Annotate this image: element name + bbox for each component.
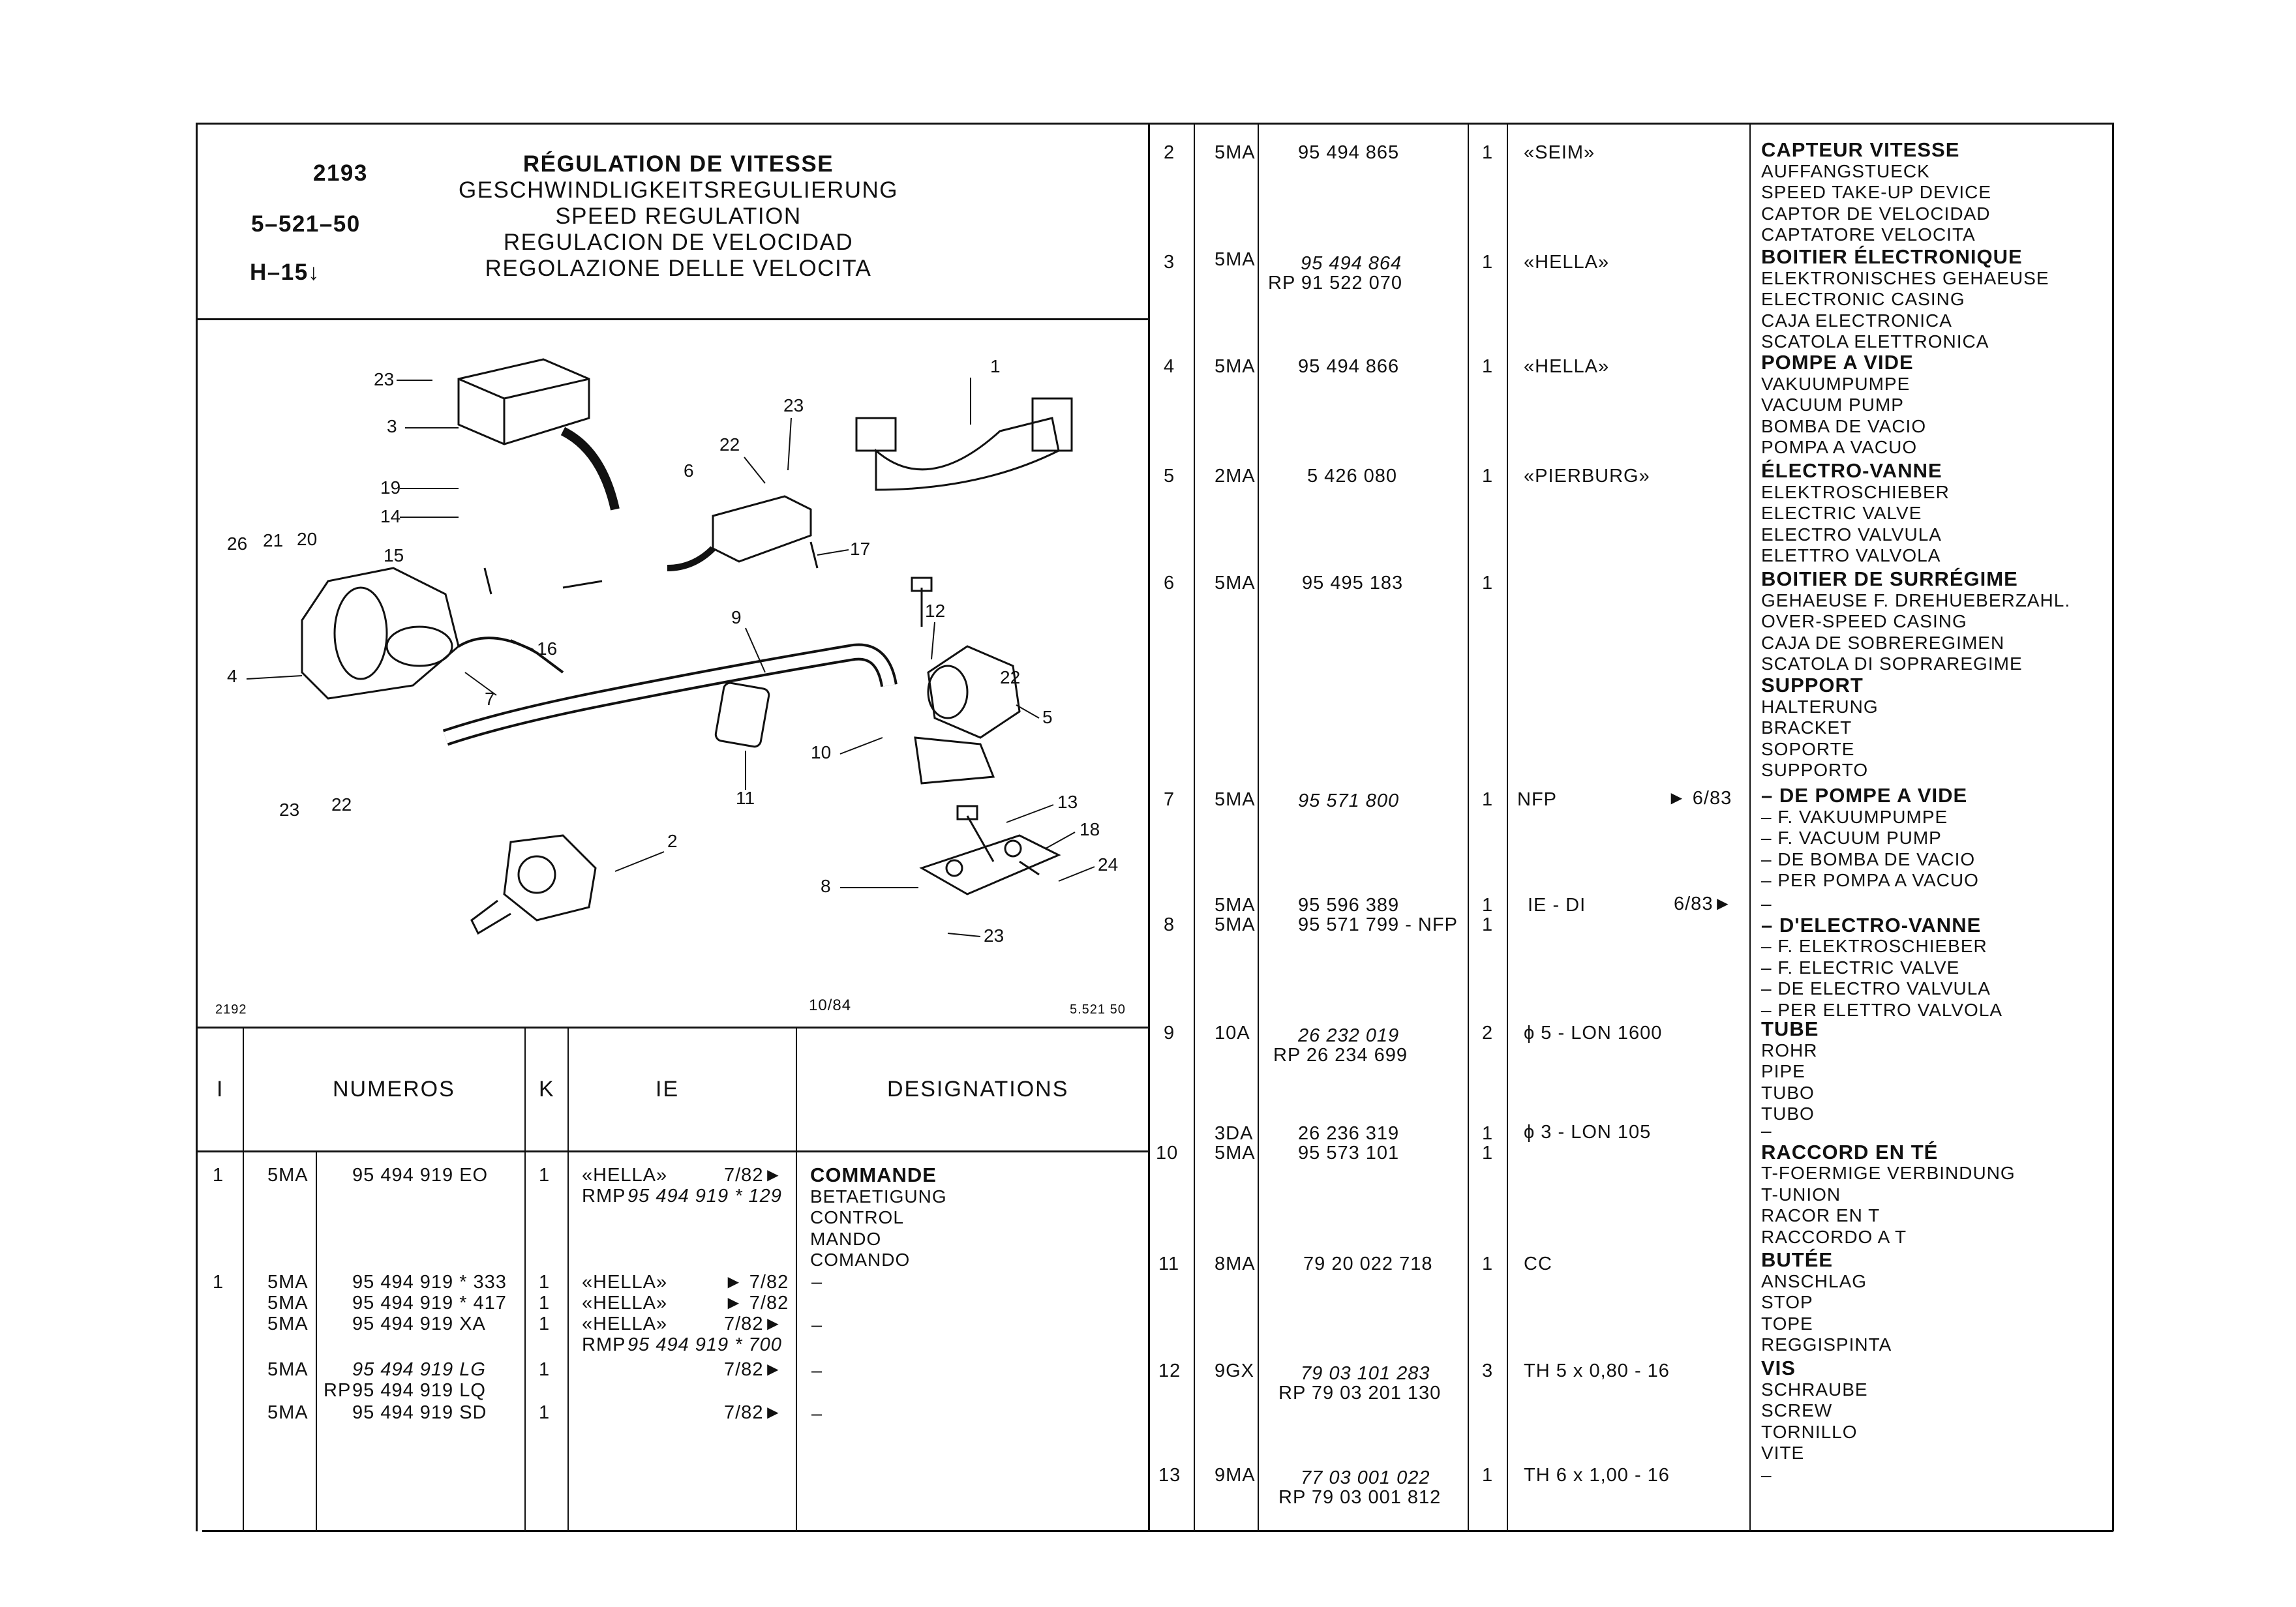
callout-8: 8 [821,876,831,896]
callout-19: 19 [380,477,401,498]
tube [446,652,889,738]
callout-23a: 23 [279,800,300,820]
callout-17: 17 [850,539,871,559]
col-header-designations: DESIGNATIONS [887,1077,1069,1102]
electric-valve [928,646,1020,738]
callout-5: 5 [1042,707,1053,727]
col-header-index: I [217,1077,224,1102]
callout-25: 23 [374,369,395,389]
callout-14: 14 [380,506,401,526]
title-fr: RÉGULATION DE VITESSE [522,151,834,177]
row-6-designation: BOITIER DE SURRÉGIME GEHAEUSE F. DREHUEBERZAHL. OVER-SPEED CASING CAJA DE SOBREREGIMEN SCATOLA DI SOPRAREGIME SUPPORT HALTERUNG BRACKET SOPORTE SUPPORTO [1761,567,2071,781]
callout-3: 3 [387,416,397,436]
doc-ref: 2193 [313,160,368,186]
left-panel-right-border [1148,123,1150,1531]
row-9-designation: TUBE ROHR PIPE TUBO TUBO [1761,1017,1819,1124]
row-8-designation: – – D'ELECTRO-VANNE – F. ELEKTROSCHIEBER – F. ELECTRIC VALVE – DE ELECTRO VALVULA – PER ELETTRO VALVOLA [1761,894,2003,1020]
row-7-designation: – DE POMPE A VIDE – F. VAKUUMPUMPE – F. VACUUM PUMP – DE BOMBA DE VACIO – PER POMPA A VACUO [1761,784,1979,891]
col-header-k: K [539,1077,555,1102]
rcol-line-3 [1468,123,1469,1531]
callout-24: 24 [1098,854,1119,875]
grommet [715,682,770,748]
col-line-3 [567,1029,569,1531]
down-arrow-icon: ↓ [308,260,320,285]
callout-13: 13 [1057,792,1078,812]
rcol-line-4 [1507,123,1508,1531]
callout-23c: 23 [984,925,1004,946]
row-4-designation: POMPE A VIDE VAKUUMPUMPE VACUUM PUMP BOMBA DE VACIO POMPA A VACUO [1761,351,1927,458]
designation-commande: COMMANDE BETAETIGUNG CONTROL MANDO COMANDO [810,1164,947,1270]
col-header-ie: IE [656,1077,680,1102]
diagram-right-ref: 5.521 50 [1070,1002,1126,1017]
diagram-bottom-divider [196,1027,1149,1029]
callout-15: 15 [384,545,404,565]
rcol-line-2 [1258,123,1259,1531]
table-header-divider [196,1150,1149,1152]
callout-7: 7 [485,689,495,709]
rcol-line-1 [1194,123,1195,1531]
col-header-numeros: NUMEROS [333,1077,455,1102]
col-line-4 [796,1029,797,1531]
title-block [457,151,900,282]
connector-plug [856,418,896,451]
title-en: SPEED REGULATION [555,203,802,229]
vacuum-pump [302,568,459,698]
row-2-designation: CAPTEUR VITESSE AUFFANGSTUECK SPEED TAKE-UP DEVICE CAPTOR DE VELOCIDAD CAPTATORE VELOCITA [1761,138,1991,245]
callout-22c: 22 [1000,667,1021,687]
callout-16: 16 [537,638,558,659]
diagram-date: 10/84 [809,997,852,1014]
row-5-designation: ÉLECTRO-VANNE ELEKTROSCHIEBER ELECTRIC VALVE ELECTRO VALVULA ELETTRO VALVOLA [1761,459,1950,566]
col-line-2 [524,1029,526,1531]
callout-11: 11 [736,788,755,808]
diagram-left-ref: 2192 [215,1002,247,1017]
title-it: REGOLAZIONE DELLE VELOCITA [485,256,872,281]
overspeed-casing [713,496,811,562]
callout-10: 10 [811,742,832,762]
callout-9: 9 [731,607,742,627]
row-11-designation: BUTÉE ANSCHLAG STOP TOPE REGGISPINTA [1761,1248,1892,1355]
callout-26: 26 [227,533,248,554]
exploded-parts-diagram [198,320,1148,1027]
callout-21: 21 [263,530,284,550]
callout-22a: 22 [331,794,352,815]
row-3-designation: BOITIER ÉLECTRONIQUE ELEKTRONISCHES GEHAEUSE ELECTRONIC CASING CAJA ELECTRONICA SCATOLA ELETTRONICA [1761,245,2049,352]
rcol-line-5 [1749,123,1751,1531]
title-es: REGULACION DE VELOCIDAD [503,230,854,255]
callout-6: 6 [684,460,694,481]
outer-border-bottom [202,1530,2113,1532]
callout-23b: 23 [783,395,804,415]
col-line-code [316,1152,317,1530]
callout-1: 1 [990,356,1001,376]
doc-hcode: H–15 [250,260,309,285]
callout-20: 20 [297,529,318,549]
title-de: GESCHWINDLIGKEITSREGULIERUNG [458,177,899,203]
callout-22b: 22 [719,434,740,455]
callout-12: 12 [925,601,946,621]
col-line-1 [243,1029,244,1531]
row-13-designation: – [1761,1465,1772,1485]
row-10-designation: – RACCORD EN TÉ T-FOERMIGE VERBINDUNG T-UNION RACOR EN T RACCORDO A T [1761,1120,2016,1247]
callout-4: 4 [227,666,237,686]
row-12-designation: VIS SCHRAUBE SCREW TORNILLO VITE [1761,1357,1868,1464]
support-bracket [922,835,1059,894]
callout-18: 18 [1080,819,1100,839]
doc-code: 5–521–50 [251,211,361,237]
outer-border-top [196,123,2113,125]
callout-2: 2 [667,831,678,851]
